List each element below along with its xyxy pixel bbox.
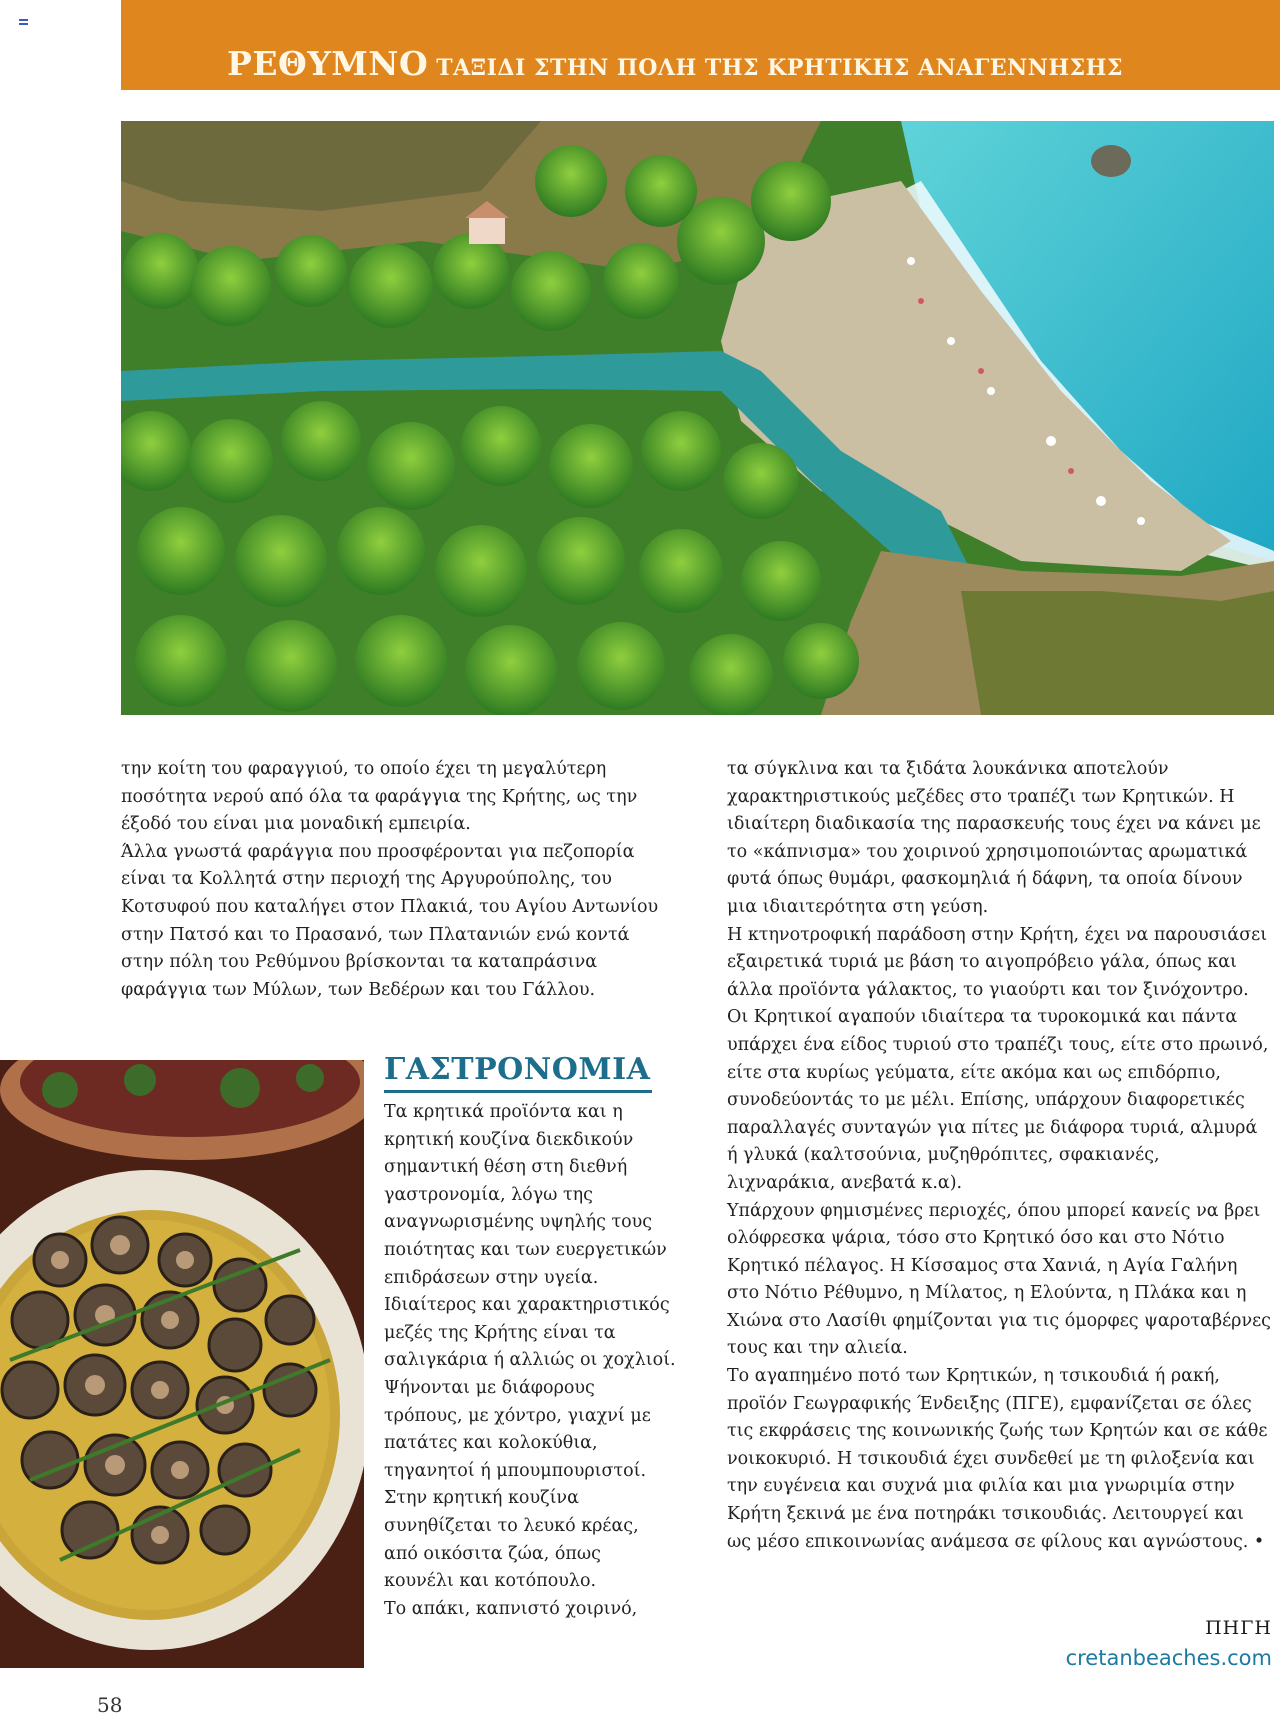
article-column-right bbox=[727, 756, 1272, 1556]
page-number: 58 bbox=[97, 1693, 123, 1717]
snails-illustration bbox=[0, 1060, 364, 1668]
corner-mark bbox=[19, 19, 28, 25]
paragraph: τα σύγκλινα και τα ξιδάτα λουκάνικα αποτελούν χαρακτηριστικούς μεζέδες στο τραπέζι των Κρητικών. Η ιδιαίτερη διαδικασία της παρασκευής τους έχει να κάνει με το «κάπνισμα» του χοιρινού χρησιμοποιώντας αρωματικά φυτά όπως θυμάρι, φασκομηλιά ή δάφνη, τα οποία δίνουν μια ιδιαιτερότητα στη γεύση. bbox=[727, 759, 1261, 917]
header-title-block bbox=[227, 44, 1123, 83]
paragraph: Άλλα γνωστά φαράγγια που προσφέρονται για πεζοπορία είναι τα Κολλητά στην περιοχή της Αργυρούπολης, του Κοτσυφού που καταλήγει στον Πλακιά, του Αγίου Αντωνίου στην Πατσό και το Πρασανό, των Πλατανιών ενώ κοντά στην πόλη του Ρεθύμνου βρίσκονται τα καταπράσινα φαράγγια των Μύλων, των Βεδέρων και του Γάλλου. bbox=[121, 841, 659, 1000]
paragraph: την κοίτη του φαραγγιού, το οποίο έχει τη μεγαλύτερη ποσότητα νερού από όλα τα φαράγγια της Κρήτης, ως την έξοδό του είναι μια μοναδική εμπειρία. bbox=[121, 759, 638, 835]
article-column-left bbox=[121, 756, 666, 1004]
gastronomy-column bbox=[384, 1052, 676, 1623]
paragraph: Στην κρητική κουζίνα συνηθίζεται το λευκό κρέας, από οικόσιτα ζώα, όπως κουνέλι και κοτόπουλο. bbox=[384, 1488, 639, 1592]
paragraph: Τα κρητικά προϊόντα και η κρητική κουζίνα διεκδικούν σημαντική θέση στη διεθνή γαστρονομία, λόγω της αναγνωρισμένης υψηλής τους ποιότητας και των ευεργετικών επιδράσεων στην υγεία. bbox=[384, 1102, 667, 1288]
hero-photo-preveli-beach bbox=[121, 121, 1274, 715]
gastronomy-heading: ΓΑΣΤΡΟΝΟΜΙΑ bbox=[384, 1052, 651, 1087]
paragraph: Το αγαπημένο ποτό των Κρητικών, η τσικουδιά ή ρακή, προϊόν Γεωγραφικής Ένδειξης (ΠΓΕ), εμφανίζεται σε όλες τις εκφράσεις της κοινωνικής ζωής των Κρητών και σε κάθε νοικοκυριό. Η τσικουδιά έχει συνδεθεί με τη φιλοξενία και την ευγένεια και συχνά μια φιλία και μια γνωριμία στην Κρήτη ξεκινά με ένα ποτηράκι τσικουδιάς. Λειτουργεί και ως μέσο επικοινωνίας ανάμεσα σε φίλους και αγνώστους. • bbox=[727, 1366, 1268, 1552]
paragraph: Ιδιαίτερος και χαρακτηριστικός μεζές της Κρήτης είναι τα σαλιγκάρια ή αλλιώς οι χοχλιοί. Ψήνονται με διάφορους τρόπους, με χόντρο, γιαχνί με πατάτες και κολοκύθια, τηγανητοί ή μπουμπουριστοί. bbox=[384, 1295, 676, 1481]
source-website-link[interactable]: cretanbeaches.com bbox=[1065, 1646, 1272, 1670]
paragraph: Το απάκι, καπνιστό χοιρινό, bbox=[384, 1598, 638, 1619]
source-label: ΠΗΓΗ bbox=[1205, 1617, 1272, 1639]
paragraph: Υπάρχουν φημισμένες περιοχές, όπου μπορεί κανείς να βρει ολόφρεσκα ψάρια, τόσο στο Κρητικό όσο και στο Νότιο Κρητικό πέλαγος. Η Κίσσαμος στα Χανιά, η Αγία Γαλήνη στο Νότιο Ρέθυμνο, η Μίλατος, η Ελούντα, η Πλάκα και η Χιώνα στο Λασίθι φημίζονται για τις όμορφες ψαροταβέρνες τους και την αλιεία. bbox=[727, 1200, 1271, 1359]
heading-underline bbox=[384, 1090, 652, 1093]
header-title: ΡΕΘΥΜΝΟ bbox=[227, 44, 429, 83]
snails-dish-photo bbox=[0, 1060, 364, 1668]
header-subtitle: ΤΑΞΙΔΙ ΣΤΗΝ ΠΟΛΗ ΤΗΣ ΚΡΗΤΙΚΗΣ ΑΝΑΓΕΝΝΗΣΗΣ bbox=[436, 55, 1124, 81]
hero-illustration bbox=[121, 121, 1274, 715]
paragraph: Η κτηνοτροφική παράδοση στην Κρήτη, έχει να παρουσιάσει εξαιρετικά τυριά με βάση το αιγοπρόβειο γάλα, όπως και άλλα προϊόντα γάλακτος, το γιαούρτι και τον ξινόχοντρο. Οι Κρητικοί αγαπούν ιδιαίτερα τα τυροκομικά και πάντα υπάρχει ένα είδος τυριού στο τραπέζι τους, είτε στο πρωινό, είτε στα κυρίως γεύματα, είτε ακόμα και ως επιδόρπιο, συνοδεύοντάς το με μέλι. Επίσης, υπάρχουν διαφορετικές παραλλαγές συνταγών για πίτες με διάφορα τυριά, αλμυρά ή γλυκά (καλτσούνια, μυζηθρόπιτες, σφακιανές, λιχναράκια, ανεβατά κ.α). bbox=[727, 924, 1269, 1193]
